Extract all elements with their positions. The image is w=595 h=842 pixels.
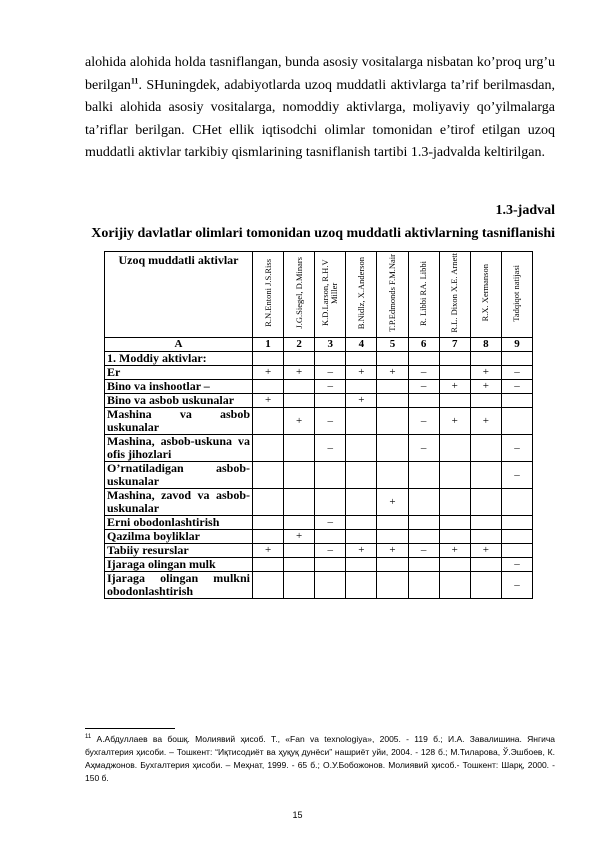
table-title: Xorijiy davlatlar olimlari tomonidan uzoq muddatli aktivlarning tasniflanishi [91, 226, 555, 241]
mark-cell [315, 394, 346, 408]
row-label: Ijaraga olingan mulk [105, 558, 253, 572]
mark-cell [439, 435, 470, 462]
mark-cell [346, 558, 377, 572]
mark-cell: + [346, 544, 377, 558]
mark-cell [346, 462, 377, 489]
mark-cell: + [377, 366, 408, 380]
mark-cell [408, 394, 439, 408]
index-cell: A [105, 338, 253, 352]
mark-cell: – [408, 366, 439, 380]
mark-cell: + [470, 544, 501, 558]
mark-cell [253, 435, 284, 462]
mark-cell [377, 394, 408, 408]
table-row [105, 462, 533, 489]
index-cell: 2 [284, 338, 315, 352]
section-row [105, 352, 533, 366]
index-cell: 4 [346, 338, 377, 352]
row-label: Ijaraga olingan mulkni obodonlashtirish [105, 572, 253, 599]
mark-cell [470, 530, 501, 544]
author-header: R.X. Xermanson [470, 252, 501, 338]
mark-cell [284, 558, 315, 572]
mark-cell [439, 530, 470, 544]
row-label: Qazilma boyliklar [105, 530, 253, 544]
mark-cell [501, 489, 532, 516]
mark-cell [284, 394, 315, 408]
mark-cell [346, 530, 377, 544]
author-header: Tadqiqot natijasi [501, 252, 532, 338]
author-header: R. Libbi RA. Libbi [408, 252, 439, 338]
mark-cell: – [315, 408, 346, 435]
author-header: R.L. Dixon X.E. Arnett [439, 252, 470, 338]
mark-cell [315, 558, 346, 572]
index-cell: 1 [253, 338, 284, 352]
table-row [105, 544, 533, 558]
mark-cell [439, 489, 470, 516]
footnote-number: 11 [85, 734, 92, 740]
table-row [105, 489, 533, 516]
mark-cell: + [470, 366, 501, 380]
row-label: Tabiiy resurslar [105, 544, 253, 558]
index-cell: 6 [408, 338, 439, 352]
table-number: 1.3-jadval [495, 203, 555, 218]
table-header-row [105, 252, 533, 338]
row-label: O’rnatiladigan asbob-uskunalar [105, 462, 253, 489]
mark-cell: – [408, 435, 439, 462]
mark-cell [470, 558, 501, 572]
mark-cell [253, 516, 284, 530]
mark-cell [253, 572, 284, 599]
mark-cell: – [501, 572, 532, 599]
mark-cell: – [501, 558, 532, 572]
mark-cell: – [501, 366, 532, 380]
row-label: Er [105, 366, 253, 380]
mark-cell [408, 572, 439, 599]
mark-cell: – [315, 366, 346, 380]
mark-cell [501, 544, 532, 558]
mark-cell: + [377, 544, 408, 558]
mark-cell [315, 572, 346, 599]
mark-cell [470, 489, 501, 516]
author-header: R.N.Entoni J.S.Riss [253, 252, 284, 338]
row-label: Mashina, asbob-uskuna va ofis jihozlari [105, 435, 253, 462]
author-header: B.Nidlz, X.Anderson [346, 252, 377, 338]
footnote [85, 731, 555, 785]
mark-cell [346, 408, 377, 435]
section-label: 1. Moddiy aktivlar: [105, 352, 253, 366]
table-row [105, 380, 533, 394]
mark-cell [284, 572, 315, 599]
mark-cell [501, 408, 532, 435]
index-row [105, 338, 533, 352]
row-label: Bino va asbob uskunalar [105, 394, 253, 408]
mark-cell [253, 380, 284, 394]
mark-cell [253, 558, 284, 572]
mark-cell [501, 394, 532, 408]
row-label: Mashina, zavod va asbob-uskunalar [105, 489, 253, 516]
mark-cell [284, 435, 315, 462]
mark-cell [377, 530, 408, 544]
mark-cell [470, 516, 501, 530]
mark-cell [284, 544, 315, 558]
mark-cell [408, 489, 439, 516]
mark-cell [315, 530, 346, 544]
author-header: K.D.Larson, R.H.V Miller [315, 252, 346, 338]
table-body [105, 352, 533, 599]
mark-cell [439, 516, 470, 530]
mark-cell [439, 462, 470, 489]
mark-cell [253, 489, 284, 516]
mark-cell: – [408, 380, 439, 394]
paragraph-text-start: alohida alohida holda tasniflangan, bunda asosiy vositalarga nisbatan ko’proq urg’u berilgan [85, 55, 555, 93]
mark-cell [253, 530, 284, 544]
mark-cell [470, 435, 501, 462]
mark-cell [408, 530, 439, 544]
mark-cell: – [501, 435, 532, 462]
mark-cell: + [253, 394, 284, 408]
author-header: T.P.Edmonds F.M.Nair [377, 252, 408, 338]
mark-cell [377, 380, 408, 394]
mark-cell: + [284, 366, 315, 380]
table-row [105, 530, 533, 544]
page-number: 15 [292, 810, 303, 820]
table-row [105, 394, 533, 408]
mark-cell: – [315, 544, 346, 558]
footnote-ref[interactable]: 11 [130, 75, 139, 85]
mark-cell [408, 516, 439, 530]
classification-table [104, 251, 533, 599]
mark-cell: + [253, 544, 284, 558]
mark-cell: – [408, 408, 439, 435]
mark-cell: – [408, 544, 439, 558]
index-cell: 7 [439, 338, 470, 352]
mark-cell [315, 489, 346, 516]
mark-cell [284, 462, 315, 489]
mark-cell [315, 462, 346, 489]
mark-cell: + [284, 408, 315, 435]
mark-cell [470, 394, 501, 408]
table-row [105, 435, 533, 462]
mark-cell [439, 572, 470, 599]
mark-cell [501, 516, 532, 530]
mark-cell: + [470, 380, 501, 394]
table-row [105, 366, 533, 380]
mark-cell [377, 572, 408, 599]
mark-cell: + [439, 380, 470, 394]
corner-label: Uzoq muddatli aktivlar [105, 252, 253, 338]
mark-cell [253, 408, 284, 435]
mark-cell [470, 572, 501, 599]
mark-cell [284, 380, 315, 394]
row-label: Mashina va asbob uskunalar [105, 408, 253, 435]
mark-cell: + [284, 530, 315, 544]
index-cell: 9 [501, 338, 532, 352]
footnote-text: А.Абдуллаев ва бошқ. Молиявий ҳисоб. Т., «Fan va texnologiya», 2005. - 119 б.; И.А. Завалишина. Янгича бухгалтерия ҳисоби. – Тошкент: “Иқтисодиёт ва ҳуқуқ дунёси” нашриёт уйи, 2004. - 128 б.; М.Тиларова, Ў.Эшбоев, К. Аҳмаджонов. Бухгалтерия ҳисоби. – Меҳнат, 1999. - 65 б.; О.У.Бобожонов. Молиявий ҳисоб.- Тошкент: Шарқ, 2000. - 150 б. [85, 733, 555, 783]
footnote-rule [85, 728, 175, 729]
index-cell: 3 [315, 338, 346, 352]
mark-cell: + [377, 489, 408, 516]
mark-cell [377, 516, 408, 530]
table-row [105, 558, 533, 572]
mark-cell [470, 462, 501, 489]
row-label: Erni obodonlashtirish [105, 516, 253, 530]
mark-cell: – [315, 380, 346, 394]
mark-cell [408, 558, 439, 572]
mark-cell: + [346, 366, 377, 380]
mark-cell [346, 489, 377, 516]
mark-cell: + [439, 408, 470, 435]
mark-cell: – [501, 380, 532, 394]
mark-cell: – [501, 462, 532, 489]
mark-cell [284, 489, 315, 516]
mark-cell: + [439, 544, 470, 558]
index-cell: 5 [377, 338, 408, 352]
mark-cell [439, 394, 470, 408]
row-label: Bino va inshootlar – [105, 380, 253, 394]
author-header: J.G.Siegel, D.Minars [284, 252, 315, 338]
body-paragraph [85, 52, 555, 165]
index-cell: 8 [470, 338, 501, 352]
mark-cell: – [315, 435, 346, 462]
mark-cell [439, 366, 470, 380]
mark-cell: – [315, 516, 346, 530]
mark-cell [346, 380, 377, 394]
mark-cell: + [346, 394, 377, 408]
mark-cell: + [470, 408, 501, 435]
mark-cell: + [253, 366, 284, 380]
mark-cell [253, 462, 284, 489]
mark-cell [377, 558, 408, 572]
mark-cell [346, 516, 377, 530]
table-row [105, 572, 533, 599]
table-row [105, 516, 533, 530]
mark-cell [377, 462, 408, 489]
mark-cell [501, 530, 532, 544]
mark-cell [284, 516, 315, 530]
mark-cell [377, 408, 408, 435]
mark-cell [377, 435, 408, 462]
mark-cell [346, 435, 377, 462]
paragraph-text-end: . SHuningdek, adabiyotlarda uzoq muddatli aktivlarga ta’rif berilmasdan, balki alohida asosiy vositalarga, nomoddiy aktivlarga, moliyaviy qo’yilmalarga ta’riflar berilgan. CHet ellik iqtisodchi olimlar tomonidan e’tirof etilgan uzoq muddatli aktivlar tarkibiy qismlarining tasniflanish tartibi 1.3-jadvalda keltirilgan. [85, 77, 555, 160]
mark-cell [346, 572, 377, 599]
mark-cell [408, 462, 439, 489]
mark-cell [439, 558, 470, 572]
table-row [105, 408, 533, 435]
